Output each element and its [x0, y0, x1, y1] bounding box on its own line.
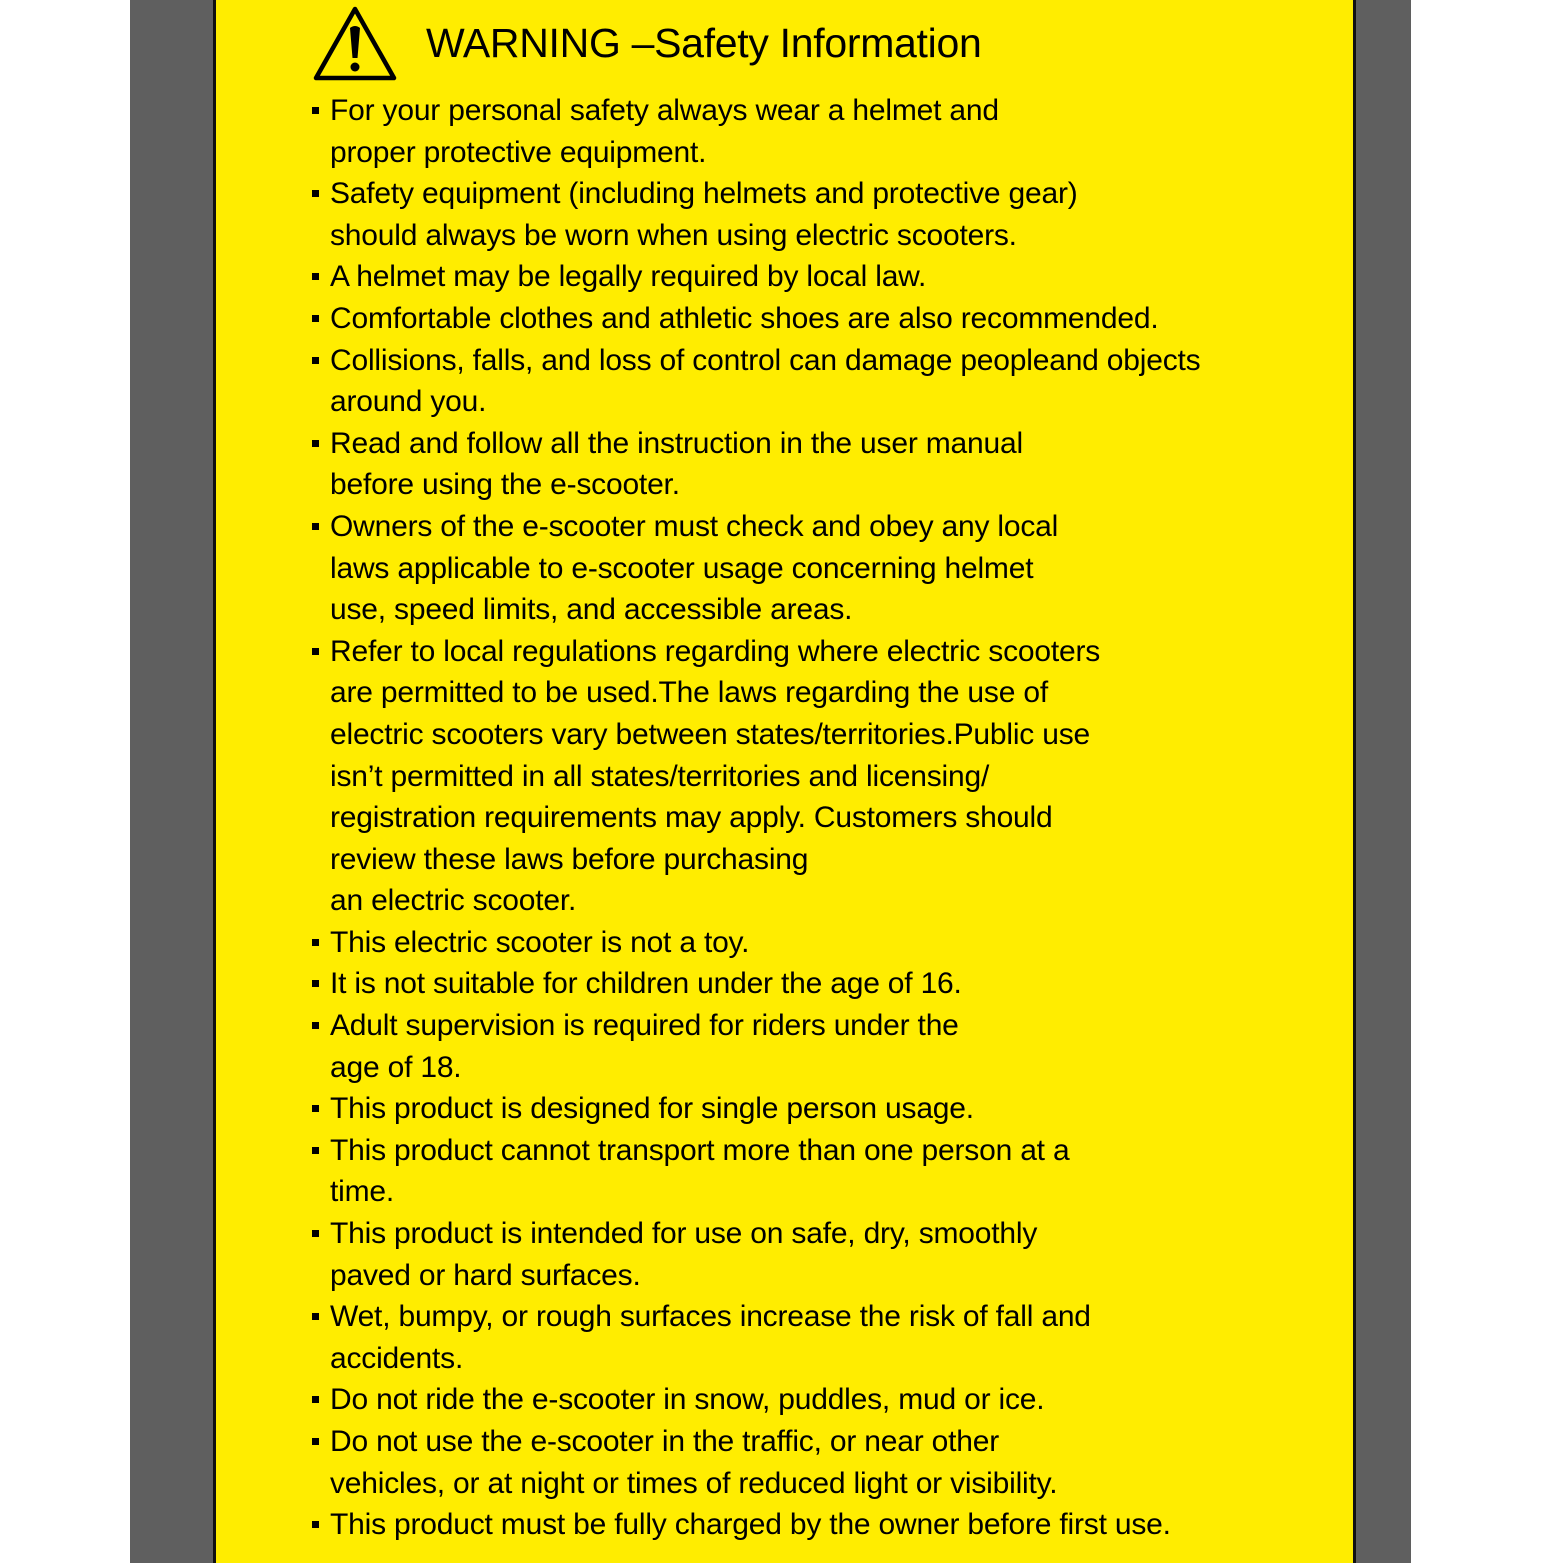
list-item: [312, 90, 1312, 173]
list-item: [312, 1130, 1312, 1213]
list-item: [312, 631, 1312, 922]
list-item-line: are permitted to be used.The laws regarding the use of: [330, 676, 1048, 710]
list-item-line: before using the e-scooter.: [330, 468, 680, 502]
list-item: [312, 506, 1312, 631]
list-item-line: review these laws before purchasing: [330, 842, 809, 876]
list-item: [312, 423, 1312, 506]
list-item-line: Collisions, falls, and loss of control can damage peopleand objects: [330, 343, 1201, 377]
page-title: WARNING –Safety Information: [426, 19, 982, 66]
list-item-line: time.: [330, 1175, 395, 1209]
list-item-line: vehicles, or at night or times of reduced light or visibility.: [330, 1466, 1058, 1500]
list-item-line: isn’t permitted in all states/territories and licensing/: [330, 759, 990, 793]
list-item-line: use, speed limits, and accessible areas.: [330, 593, 853, 627]
list-item-line: Read and follow all the instruction in the user manual: [330, 426, 1023, 460]
list-item-line: Adult supervision is required for riders under the: [330, 1009, 959, 1043]
list-item: [312, 1005, 1312, 1088]
list-item-line: It is not suitable for children under the age of 16.: [330, 967, 962, 1001]
list-item-line: A helmet may be legally required by local law.: [330, 260, 927, 294]
list-item-line: should always be worn when using electric scooters.: [330, 218, 1017, 252]
list-item-line: proper protective equipment.: [330, 135, 707, 169]
list-item: [312, 1379, 1312, 1421]
list-item-line: This product is intended for use on safe, dry, smoothly: [330, 1217, 1038, 1251]
list-item-line: Refer to local regulations regarding where electric scooters: [330, 634, 1101, 668]
label-header: [312, 4, 981, 82]
list-item-line: Comfortable clothes and athletic shoes are also recommended.: [330, 301, 1159, 335]
list-item-line: Owners of the e-scooter must check and obey any local: [330, 509, 1059, 543]
list-item: [312, 922, 1312, 964]
list-item-line: For your personal safety always wear a helmet and: [330, 94, 999, 127]
list-item-line: accidents.: [330, 1341, 464, 1375]
list-item: [312, 963, 1312, 1005]
list-item-line: laws applicable to e-scooter usage concerning helmet: [330, 551, 1034, 585]
list-item-line: Safety equipment (including helmets and protective gear): [330, 177, 1078, 211]
list-item: [312, 1296, 1312, 1379]
list-item: [312, 256, 1312, 298]
list-item: [312, 173, 1312, 256]
list-item-line: electric scooters vary between states/territories.Public use: [330, 717, 1090, 751]
list-item-line: This product must be fully charged by the owner before first use.: [330, 1508, 1171, 1542]
list-item-line: age of 18.: [330, 1050, 462, 1084]
list-item: [312, 1421, 1312, 1504]
warning-label: [213, 0, 1356, 1563]
list-item-line: registration requirements may apply. Customers should: [330, 801, 1053, 835]
safety-list: [312, 90, 1312, 1546]
list-item-line: This product is designed for single person usage.: [330, 1092, 974, 1126]
list-item: [312, 1088, 1312, 1130]
list-item-line: Do not ride the e-scooter in snow, puddles, mud or ice.: [330, 1383, 1045, 1417]
list-item-line: Wet, bumpy, or rough surfaces increase the risk of fall and: [330, 1300, 1091, 1334]
warning-triangle-icon: [312, 4, 398, 82]
list-item: [312, 340, 1312, 423]
list-item-line: paved or hard surfaces.: [330, 1258, 641, 1292]
list-item-line: Do not use the e-scooter in the traffic, or near other: [330, 1425, 1000, 1458]
list-item-line: an electric scooter.: [330, 884, 577, 918]
list-item: [312, 298, 1312, 340]
list-item: [312, 1213, 1312, 1296]
list-item-line: This product cannot transport more than one person at a: [330, 1133, 1070, 1167]
list-item-line: around you.: [330, 385, 487, 419]
list-item-line: This electric scooter is not a toy.: [330, 925, 750, 959]
list-item: [312, 1504, 1312, 1546]
